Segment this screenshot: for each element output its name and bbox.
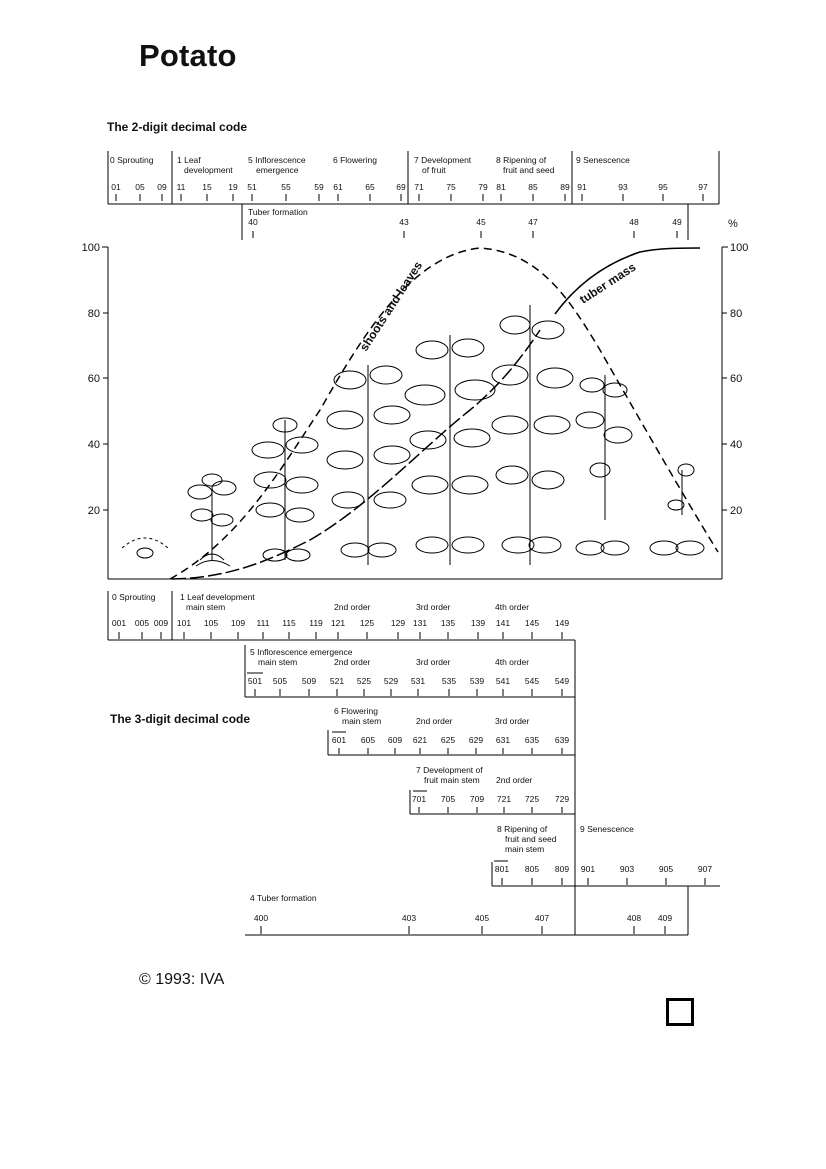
two-digit-code: 91: [577, 182, 587, 192]
row7-code: 729: [554, 794, 570, 804]
row8-code: 801: [494, 864, 510, 874]
row5-code: 549: [554, 676, 570, 686]
two-digit-code: 09: [157, 182, 167, 192]
y-tick-left: 40: [87, 439, 100, 451]
stage-senescence: 9 Senescence: [576, 155, 630, 165]
row1-code: 145: [524, 618, 540, 628]
row1-code: 121: [330, 618, 346, 628]
row4-code: 405: [474, 913, 490, 923]
row1-4th-order: 4th order: [495, 602, 530, 612]
row8-ripening: 8 Ripening of: [497, 824, 548, 834]
page-title: Potato: [139, 38, 237, 73]
row7-code: 709: [469, 794, 485, 804]
row7-code: 721: [496, 794, 512, 804]
stage-sprouting: 0 Sprouting: [110, 155, 154, 165]
plant-illustrations: [122, 305, 704, 566]
row1-leaf: 1 Leaf development: [180, 592, 255, 602]
two-digit-code: 81: [496, 182, 506, 192]
y-tick-right: 100: [730, 242, 749, 254]
row6-code: 605: [360, 735, 376, 745]
stage-leaf: 1 Leaf: [177, 155, 201, 165]
row5-code: 539: [469, 676, 485, 686]
two-digit-code: 15: [202, 182, 212, 192]
row6-code: 639: [554, 735, 570, 745]
plant-stage-3-icon: [327, 365, 410, 565]
row5-inflorescence: 5 Inflorescence emergence: [250, 647, 353, 657]
row1-code: 131: [412, 618, 428, 628]
three-digit-header: The 3-digit decimal code: [110, 712, 251, 726]
row1-code: 115: [282, 618, 296, 628]
row6-code: 621: [412, 735, 428, 745]
row1-2nd-order: 2nd order: [334, 602, 371, 612]
two-digit-code: 59: [314, 182, 324, 192]
y-tick-right: 20: [730, 505, 743, 517]
growth-chart: [82, 242, 749, 579]
row6-2nd-order: 2nd order: [416, 716, 453, 726]
row8-code: 805: [524, 864, 540, 874]
tuber-code: 47: [528, 217, 538, 227]
row6-3rd-order: 3rd order: [495, 716, 530, 726]
two-digit-code: 11: [176, 182, 186, 192]
row7-main-stem: fruit main stem: [424, 775, 480, 785]
plant-stage-6-icon: [576, 375, 632, 555]
y-tick-left: 20: [87, 505, 100, 517]
two-digit-code: 89: [560, 182, 570, 192]
row5-code: 545: [524, 676, 540, 686]
two-digit-code: 79: [478, 182, 488, 192]
page-marker-box: [666, 998, 694, 1026]
row4-code: 409: [657, 913, 673, 923]
y-tick-left: 80: [87, 308, 100, 320]
row5-4th-order: 4th order: [495, 657, 530, 667]
shoots-leaves-curve: [170, 248, 718, 579]
row8-code: 903: [619, 864, 635, 874]
row5-code: 501: [247, 676, 263, 686]
tuber-code: 43: [399, 217, 409, 227]
y-tick-right: 60: [730, 373, 743, 385]
row8-code: 901: [580, 864, 596, 874]
plant-stage-7-icon: [650, 464, 704, 555]
tuber-formation-label: Tuber formation: [248, 207, 308, 217]
row1-code: 005: [134, 618, 150, 628]
two-digit-code: 93: [618, 182, 628, 192]
row7-code: 725: [524, 794, 540, 804]
two-digit-code: 61: [333, 182, 343, 192]
row6-flowering: 6 Flowering: [334, 706, 378, 716]
row1-code: 129: [390, 618, 406, 628]
row5-code: 541: [495, 676, 511, 686]
row1-sprouting: 0 Sprouting: [112, 592, 156, 602]
row4-code: 408: [626, 913, 642, 923]
y-tick-left: 60: [87, 373, 100, 385]
row5-3rd-order: 3rd order: [416, 657, 451, 667]
row8-main-stem: main stem: [505, 844, 545, 854]
two-digit-code: 05: [135, 182, 145, 192]
row1-code: 149: [554, 618, 570, 628]
stage-ripening: 8 Ripening of: [496, 155, 547, 165]
row4-tuber: 4 Tuber formation: [250, 893, 317, 903]
row5-code: 529: [383, 676, 399, 686]
row8-fruit-seed: fruit and seed: [505, 834, 557, 844]
row1-3rd-order: 3rd order: [416, 602, 451, 612]
two-digit-code: 95: [658, 182, 668, 192]
two-digit-code: 85: [528, 182, 538, 192]
row6-code: 631: [495, 735, 511, 745]
row7-code: 705: [440, 794, 456, 804]
two-digit-code: 97: [698, 182, 708, 192]
two-digit-code: 69: [396, 182, 406, 192]
row1-main-stem: main stem: [186, 602, 226, 612]
two-digit-scale: [108, 151, 738, 240]
two-digit-header: The 2-digit decimal code: [107, 120, 248, 134]
tuber-mass-label: tuber mass: [577, 259, 639, 307]
row1-code: 135: [440, 618, 456, 628]
stage-inflorescence-2: emergence: [256, 165, 299, 175]
row4-code: 403: [401, 913, 417, 923]
y-tick-right: 80: [730, 308, 743, 320]
row6-code: 609: [387, 735, 403, 745]
two-digit-code: 19: [228, 182, 238, 192]
row8-code: 905: [658, 864, 674, 874]
row1-code: 101: [176, 618, 192, 628]
y-tick-right: 40: [730, 439, 743, 451]
two-digit-code: 71: [414, 182, 424, 192]
stage-inflorescence: 5 Inflorescence: [248, 155, 306, 165]
plant-stage-1-icon: [188, 474, 236, 566]
tuber-code: 40: [248, 217, 258, 227]
copyright: © 1993: IVA: [139, 971, 225, 988]
row5-code: 531: [410, 676, 426, 686]
row7-code: 701: [411, 794, 427, 804]
row6-code: 629: [468, 735, 484, 745]
tuber-code: 49: [672, 217, 682, 227]
plant-stage-4-icon: [405, 335, 495, 565]
tuber-mass-curve: [172, 330, 540, 579]
row1-code: 141: [495, 618, 511, 628]
percent-label: %: [728, 218, 738, 230]
three-digit-scale: [108, 591, 720, 935]
row1-code: 009: [153, 618, 169, 628]
row5-code: 521: [329, 676, 345, 686]
row5-main-stem: main stem: [258, 657, 298, 667]
row5-code: 525: [356, 676, 372, 686]
row6-code: 601: [331, 735, 347, 745]
two-digit-code: 65: [365, 182, 375, 192]
two-digit-code: 75: [446, 182, 456, 192]
stage-ripening-2: fruit and seed: [503, 165, 555, 175]
stage-flowering: 6 Flowering: [333, 155, 377, 165]
row8-code: 907: [697, 864, 713, 874]
y-tick-left: 100: [81, 242, 100, 254]
row5-2nd-order: 2nd order: [334, 657, 371, 667]
two-digit-code: 51: [247, 182, 257, 192]
row7-2nd-order: 2nd order: [496, 775, 533, 785]
row1-code: 111: [256, 618, 270, 628]
shoots-leaves-label: shoots and leaves: [356, 258, 426, 354]
plant-stage-5-icon: [492, 305, 573, 565]
row1-code: 105: [203, 618, 219, 628]
row1-code: 001: [111, 618, 127, 628]
row5-code: 505: [272, 676, 288, 686]
tuber-code: 45: [476, 217, 486, 227]
row5-code: 535: [441, 676, 457, 686]
row1-code: 139: [470, 618, 486, 628]
row4-code: 400: [253, 913, 269, 923]
stage-fruit-2: of fruit: [422, 165, 446, 175]
two-digit-code: 55: [281, 182, 291, 192]
row8-code: 809: [554, 864, 570, 874]
row6-code: 635: [524, 735, 540, 745]
stage-leaf-2: development: [184, 165, 233, 175]
plant-stage-2-icon: [252, 418, 318, 561]
row7-development: 7 Development of: [416, 765, 483, 775]
row1-code: 125: [359, 618, 375, 628]
row6-code: 625: [440, 735, 456, 745]
row1-code: 119: [309, 618, 323, 628]
two-digit-code: 01: [111, 182, 121, 192]
row4-code: 407: [534, 913, 550, 923]
row9-senescence: 9 Senescence: [580, 824, 634, 834]
row5-code: 509: [301, 676, 317, 686]
row1-code: 109: [230, 618, 246, 628]
row6-main-stem: main stem: [342, 716, 382, 726]
stage-fruit: 7 Development: [414, 155, 472, 165]
plant-sprout-icon: [122, 538, 168, 558]
tuber-code: 48: [629, 217, 639, 227]
